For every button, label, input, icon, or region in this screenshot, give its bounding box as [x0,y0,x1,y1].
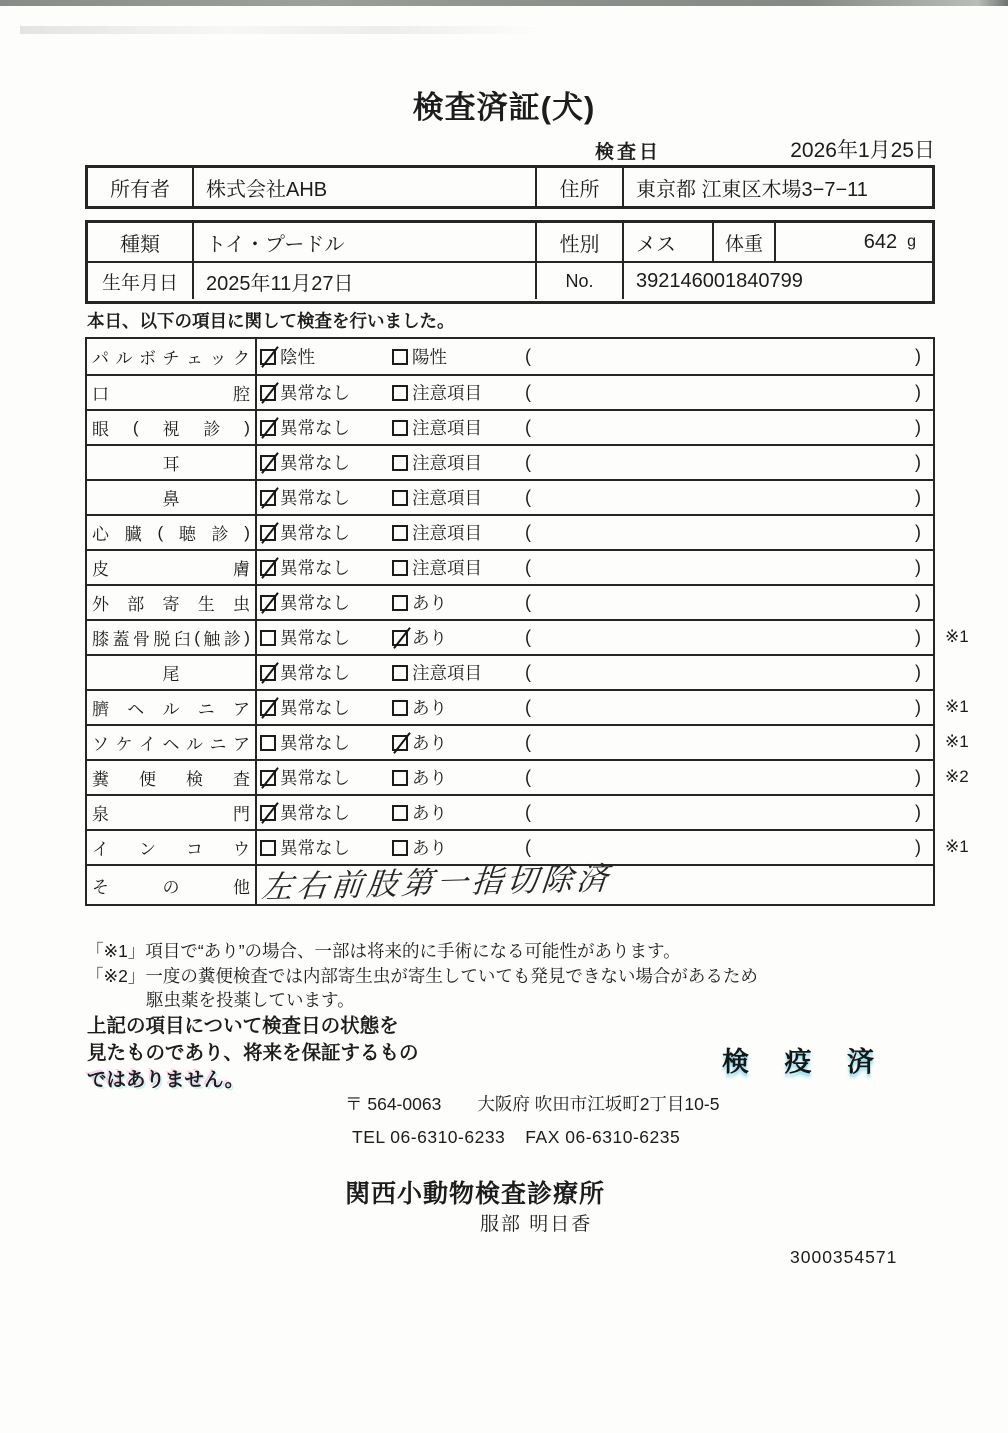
clinic-postal-line [345,1091,719,1116]
checkbox-icon [260,420,276,436]
option-label: 異常なし [280,838,350,858]
row-label: イ ン コ ウ [87,831,257,864]
page-title: 検査済証(犬) [412,90,596,125]
table-row [87,444,933,479]
breed-value: トイ・プードル [192,223,535,261]
checkbox-icon [392,770,408,786]
row-label: 尾 [87,656,257,689]
table-row [87,794,933,829]
birth-value: 2025年11月27日 [192,263,535,299]
table-row [87,479,933,514]
breed-label: 種類 [120,233,160,256]
paren-close: ) [915,522,921,542]
table-row [87,549,933,584]
table-row [88,223,932,261]
option-label: 陰性 [280,347,315,367]
table-row [87,374,933,409]
footnote-1: 「※1」項目で“あり”の場合、一部は将来的に手術になる可能性があります。 [86,941,681,961]
paren-open: ( [525,487,531,507]
table-row [88,168,932,206]
option-label: 異常なし [280,698,350,718]
option-label: あり [412,838,447,858]
sex-label: 性別 [535,223,622,261]
row-label: 膝 蓋 骨 脱 臼 ( 触 診 ) [87,621,257,654]
option-label: 注意項目 [412,418,482,438]
owner-value: 株式会社AHB [192,168,535,206]
table-row [87,584,933,619]
option-label: 異常なし [280,628,350,648]
checkbox-icon [392,700,408,716]
footnote-2-cont: 駆虫薬を投薬しています。 [146,990,355,1010]
option-label: あり [412,768,447,788]
table-row [87,339,933,374]
row-note: ※1 [945,697,969,716]
row-note: ※1 [945,837,969,856]
address-value: 東京都 江東区木場3−7−11 [622,168,932,206]
row-label: パ ル ボ チ ェ ッ ク [87,339,257,374]
table-row [87,409,933,444]
row-label: 泉 門 [87,796,257,829]
row-label: 心 臓 ( 聴 診 ) [87,516,257,549]
intro-line: 本日、以下の項目に関して検査を行いました。 [87,311,455,331]
inspection-date-label: 検査日 [595,142,662,163]
paren-open: ( [525,522,531,542]
option-label: あり [412,803,447,823]
option-label: 陽性 [412,347,447,367]
checkbox-icon [392,455,408,471]
owner-label: 所有者 [110,178,170,201]
pet-table [85,220,935,304]
option-label: 異常なし [280,803,350,823]
birth-label: 生年月日 [101,272,178,294]
row-label: 糞 便 検 査 [87,761,257,794]
checkbox-icon [392,805,408,821]
option-label: 注意項目 [412,383,482,403]
checkbox-icon [392,385,408,401]
checkbox-icon [392,420,408,436]
checkbox-icon [392,595,408,611]
row-label: そ の 他 [87,866,257,904]
paren-open: ( [525,697,531,717]
row-label: ソ ケ イ ヘ ル ニ ア [87,726,257,759]
paren-open: ( [525,592,531,612]
option-label: 注意項目 [412,663,482,683]
row-label: 眼 ( 視 診 ) [87,411,257,444]
paren-open: ( [525,837,531,857]
inspection-date-value: 2026年1月25日 [790,139,935,162]
address-label: 住所 [535,168,622,206]
postal-code: 〒 564-0063 [345,1094,442,1114]
paren-open: ( [525,417,531,437]
option-label: 注意項目 [412,488,482,508]
checkbox-icon [260,525,276,541]
checkbox-icon [260,490,276,506]
paren-close: ) [915,592,921,612]
paren-open: ( [525,557,531,577]
disclaimer-line: 上記の項目について検査日の状態を [87,1015,399,1037]
no-value: 392146001840799 [622,263,932,299]
row-label: 鼻 [87,481,257,514]
option-label: 注意項目 [412,453,482,473]
checkbox-icon [392,490,408,506]
option-label: あり [412,628,447,648]
option-label: 異常なし [280,418,350,438]
checklist-table [85,337,969,906]
row-note: ※2 [945,767,969,786]
paren-open: ( [525,767,531,787]
table-row [87,619,969,654]
footnote-2: 「※2」一度の糞便検査では内部寄生虫が寄生していても発見できない場合があるため [86,966,758,986]
weight-unit: g [907,233,916,250]
checkbox-icon [392,349,408,365]
scan-artifact-smudge [20,26,540,34]
paren-open: ( [525,627,531,647]
serial-number: 3000354571 [790,1247,898,1267]
table-row [87,724,969,759]
paren-open: ( [525,732,531,752]
checkbox-icon [260,770,276,786]
checkbox-icon [260,349,276,365]
option-label: あり [412,698,447,718]
option-label: あり [412,593,447,613]
disclaimer [87,1013,419,1094]
paren-open: ( [525,382,531,402]
scan-artifact-bar [0,0,1008,6]
paren-close: ) [915,557,921,577]
paren-open: ( [525,662,531,682]
quarantine-stamp: 検 疫 済 [722,1047,889,1077]
clinic-address: 大阪府 吹田市江坂町2丁目10-5 [477,1094,720,1114]
checkbox-icon [260,840,276,856]
no-label: No. [535,263,622,299]
option-label: 注意項目 [412,523,482,543]
sex-value: メス [622,223,712,261]
option-label: 異常なし [280,558,350,578]
paren-close: ) [915,417,921,437]
checkbox-icon [392,630,408,646]
table-row-other [87,860,933,906]
checkbox-icon [392,560,408,576]
row-label: 耳 [87,446,257,479]
row-label: 臍 ヘ ル ニ ア [87,691,257,724]
paren-close: ) [915,732,921,752]
paren-close: ) [915,627,921,647]
row-note: ※1 [945,627,969,646]
option-label: 異常なし [280,453,350,473]
checkbox-icon [260,805,276,821]
paren-close: ) [915,802,921,822]
tel-number: TEL 06-6310-6233 [352,1127,506,1147]
checkbox-icon [260,630,276,646]
paren-open: ( [525,452,531,472]
table-row [87,759,969,794]
disclaimer-line: 見たものであり、将来を保証するもの [87,1042,419,1064]
table-row [87,689,969,724]
checkbox-icon [392,525,408,541]
clinic-name: 関西小動物検査診療所 [345,1180,606,1208]
row-label: 外 部 寄 生 虫 [87,586,257,619]
owner-table [85,165,935,209]
checkbox-icon [392,840,408,856]
paren-open: ( [525,802,531,822]
checkbox-icon [392,735,408,751]
weight-label: 体重 [712,223,774,261]
option-label: 異常なし [280,383,350,403]
disclaimer-line: ではありません。 [87,1069,245,1091]
paren-close: ) [915,837,921,857]
option-label: 異常なし [280,593,350,613]
option-label: あり [412,733,447,753]
row-label: 口 腔 [87,376,257,409]
option-label: 異常なし [280,488,350,508]
checkbox-icon [260,735,276,751]
paren-close: ) [915,382,921,402]
option-label: 異常なし [280,733,350,753]
option-label: 異常なし [280,663,350,683]
fax-number: FAX 06-6310-6235 [525,1127,681,1147]
clinic-tel-line [352,1127,680,1148]
paren-close: ) [915,346,921,366]
table-row [87,654,933,689]
paren-close: ) [915,487,921,507]
checkbox-icon [392,665,408,681]
examiner-name: 服部 明日香 [480,1214,593,1235]
checkbox-icon [260,665,276,681]
paren-close: ) [915,697,921,717]
checkbox-icon [260,455,276,471]
weight-value-cell [774,223,932,261]
option-label: 注意項目 [412,558,482,578]
paren-close: ) [915,452,921,472]
table-row [87,514,933,549]
checkbox-icon [260,700,276,716]
checkbox-icon [260,595,276,611]
checkbox-icon [260,385,276,401]
checkbox-icon [260,560,276,576]
row-label: 皮 膚 [87,551,257,584]
option-label: 異常なし [280,523,350,543]
paren-open: ( [525,346,531,366]
option-label: 異常なし [280,768,350,788]
table-row [88,261,932,299]
row-note: ※1 [945,732,969,751]
weight-value: 642 [863,230,898,253]
paren-close: ) [915,662,921,682]
handwritten-note: 左右前肢第一指切除済 [260,860,614,906]
paren-close: ) [915,767,921,787]
